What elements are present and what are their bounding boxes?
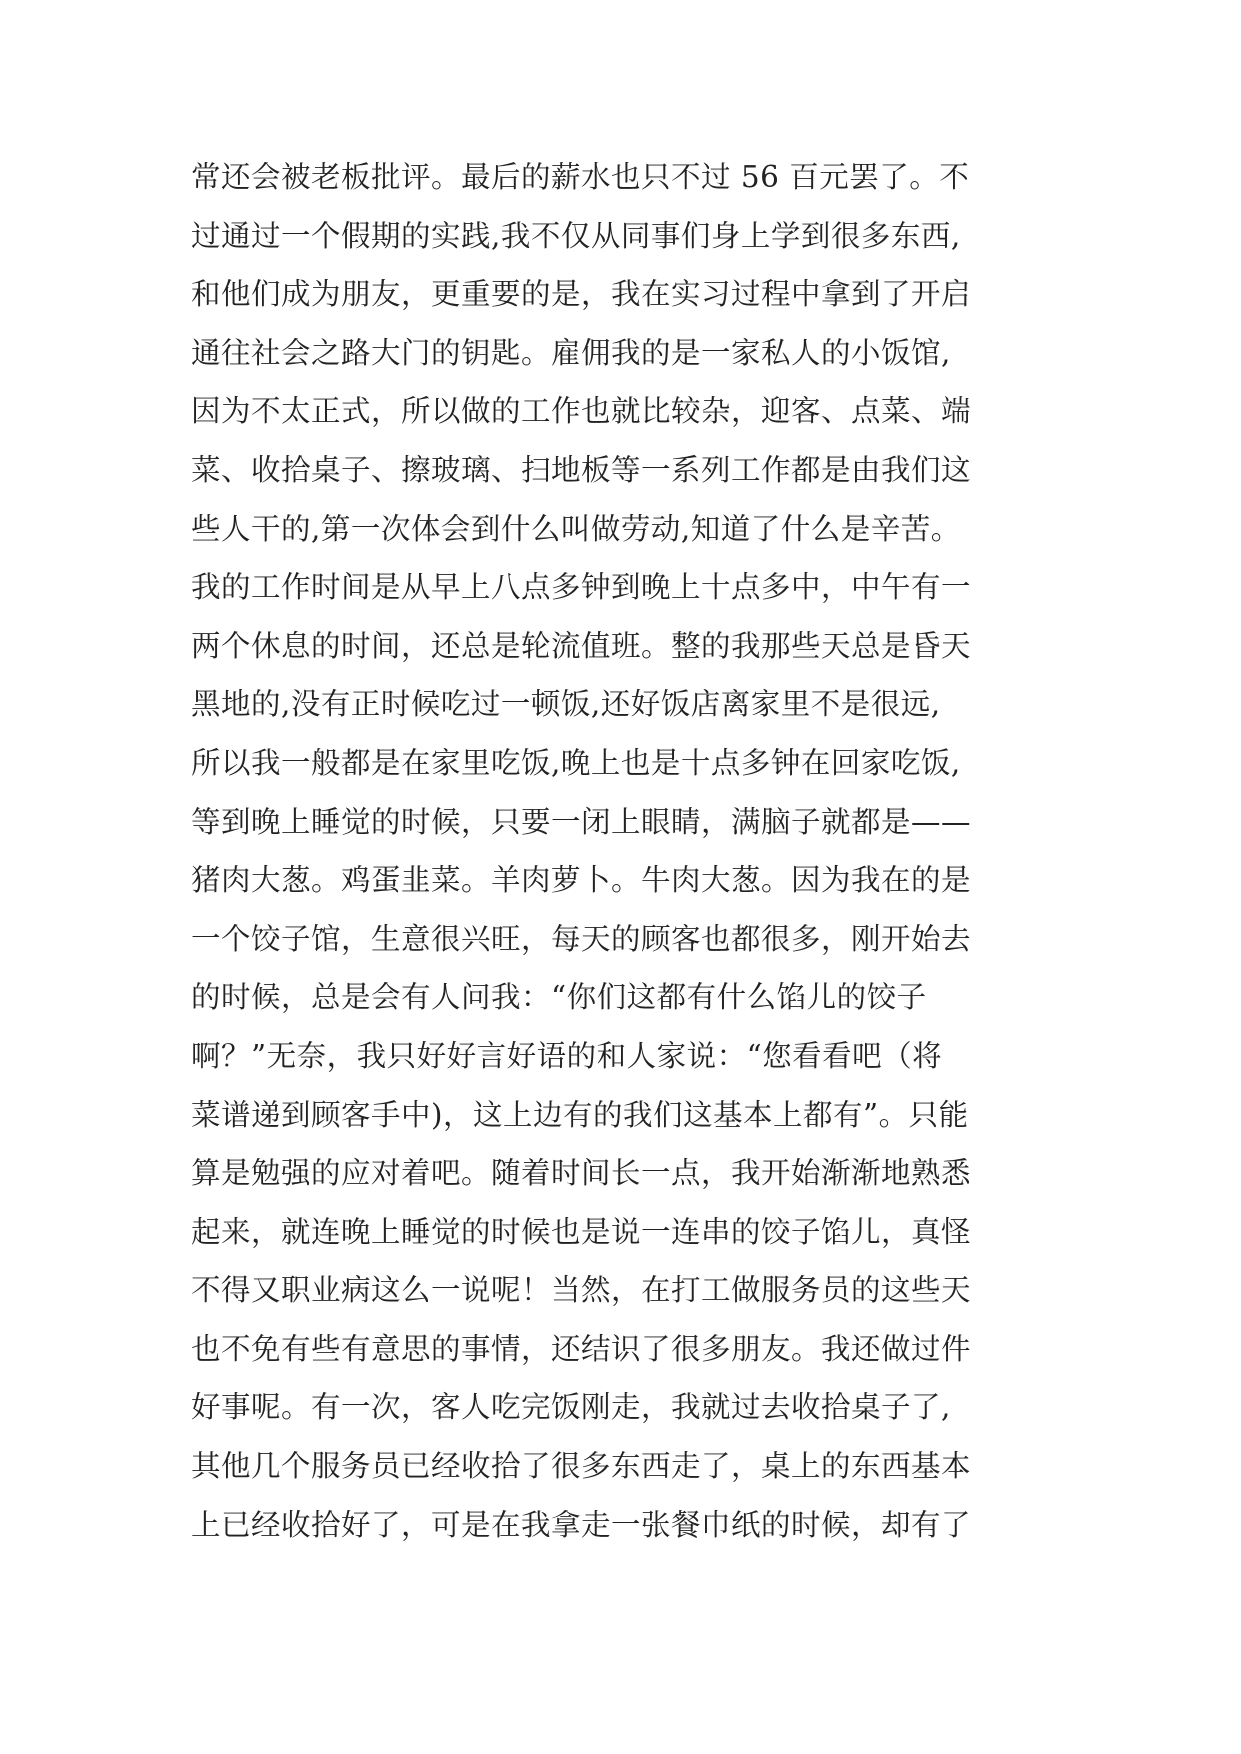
text-line: 啊？”无奈，我只好好言好语的和人家说：“您看看吧（将 (191, 1038, 943, 1073)
text-line: 起来，就连晚上睡觉的时候也是说一连串的饺子馅儿，真怪 (191, 1214, 972, 1249)
text-line: 菜、收拾桌子、擦玻璃、扫地板等一系列工作都是由我们这 (191, 452, 972, 487)
text-line: 些人干的,第一次体会到什么叫做劳动,知道了什么是辛苦。 (191, 511, 961, 546)
text-line: 好事呢。有一次，客人吃完饭刚走，我就过去收拾桌子了, (191, 1390, 951, 1425)
text-line: 菜谱递到顾客手中)，这上边有的我们这基本上都有”。只能 (191, 1097, 969, 1132)
text-line: 的时候，总是会有人问我：“你们这都有什么馅儿的饺子 (191, 980, 927, 1015)
text-line: 通往社会之路大门的钥匙。雇佣我的是一家私人的小饭馆, (191, 335, 951, 370)
text-line: 其他几个服务员已经收拾了很多东西走了，桌上的东西基本 (191, 1449, 972, 1484)
text-line: 我的工作时间是从早上八点多钟到晚上十点多中，中午有一 (191, 570, 972, 605)
text-line: 因为不太正式，所以做的工作也就比较杂，迎客、点菜、端 (191, 394, 972, 429)
text-line: 所以我一般都是在家里吃饭,晚上也是十点多钟在回家吃饭, (191, 745, 961, 780)
text-line: 猪肉大葱。鸡蛋韭菜。羊肉萝卜。牛肉大葱。因为我在的是 (191, 863, 972, 898)
text-line: 常还会被老板批评。最后的薪水也只不过 56 百元罢了。不 (191, 160, 970, 194)
text-line: 算是勉强的应对着吧。随着时间长一点，我开始渐渐地熟悉 (191, 1156, 972, 1191)
text-line: 和他们成为朋友，更重要的是，我在实习过程中拿到了开启 (191, 277, 972, 312)
text-line: 一个饺子馆，生意很兴旺，每天的顾客也都很多，刚开始去 (191, 921, 972, 956)
body-text (191, 160, 1071, 1566)
text-line: 上已经收拾好了，可是在我拿走一张餐巾纸的时候，却有了 (191, 1507, 972, 1542)
text-line: 黑地的,没有正时候吃过一顿饭,还好饭店离家里不是很远, (191, 687, 941, 722)
text-line: 等到晚上睡觉的时候，只要一闭上眼睛，满脑子就都是—— (191, 804, 972, 839)
text-line: 不得又职业病这么一说呢！当然，在打工做服务员的这些天 (191, 1273, 972, 1308)
text-line: 两个休息的时间，还总是轮流值班。整的我那些天总是昏天 (191, 628, 972, 663)
text-line: 也不免有些有意思的事情，还结识了很多朋友。我还做过件 (191, 1331, 972, 1366)
text-line: 过通过一个假期的实践,我不仅从同事们身上学到很多东西, (191, 218, 961, 253)
